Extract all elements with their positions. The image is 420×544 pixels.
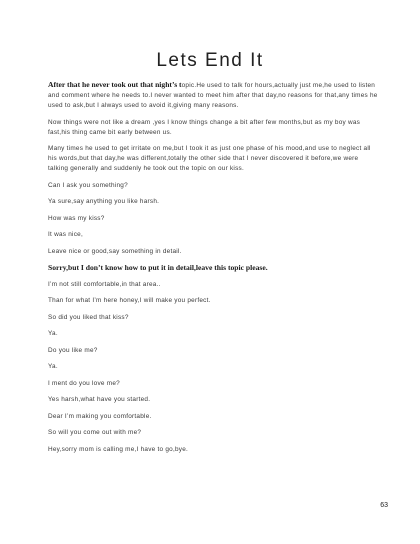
paragraph-1-text: opic.He used to talk for hours,actually just me,he used to listen and comment where he needs to.I never wanted to meet him after that day,no reasons for that,any times he used to ask,but I always used to avoid it,giving many reasons.: [48, 82, 378, 109]
dialogue-line-bold: Sorry,but I don’t know how to put it in detail,leave this topic please.: [48, 263, 268, 272]
dialogue-line: Dear I’m making you comfortable.: [48, 412, 152, 420]
dialogue-line: Than for what I’m here honey,I will make you perfect.: [48, 297, 211, 304]
dialogue-line: Hey,sorry mom is calling me,I have to go,bye.: [48, 445, 189, 453]
paragraph-3: Many times he used to get irritate on me,but I took it as just one phase of his mood,and use to neglect all his words,but that day,he was different,totally the other side that I never discovered it before,we were talking generally and suddenly he took out the topic on our kiss.: [48, 145, 371, 172]
dialogue-line: I’m not still comfortable,in that area..: [48, 280, 161, 288]
dialogue-line: Ya.: [48, 363, 58, 370]
paragraph-1-lead: After that he never took out that night’s t: [48, 80, 182, 89]
dialogue-line: Ya sure,say anything you like harsh.: [48, 198, 160, 205]
paragraph-2: Now things were not like a dream ,yes I know things change a bit after few months,but as my boy was fast,his thing came bit early between us.: [48, 118, 361, 136]
dialogue-line: Do you like me?: [48, 346, 98, 354]
dialogue-line: So did you liked that kiss?: [48, 313, 129, 321]
document-title: Lets End It: [156, 50, 264, 71]
dialogue-line: I ment do you love me?: [48, 379, 120, 387]
paragraph-1: [48, 80, 378, 111]
page-number: 63: [380, 502, 388, 509]
dialogue-line: How was my kiss?: [48, 214, 105, 222]
dialogue-line: Yes harsh,what have you started.: [48, 396, 151, 403]
dialogue-line: Leave nice or good,say something in detail.: [48, 247, 182, 255]
dialogue-line: Ya.: [48, 330, 58, 337]
dialogue-line: It was nice,: [48, 231, 83, 238]
dialogue-line: Can I ask you something?: [48, 181, 128, 189]
document-body: [48, 80, 378, 461]
dialogue-line: So will you come out with me?: [48, 429, 142, 436]
